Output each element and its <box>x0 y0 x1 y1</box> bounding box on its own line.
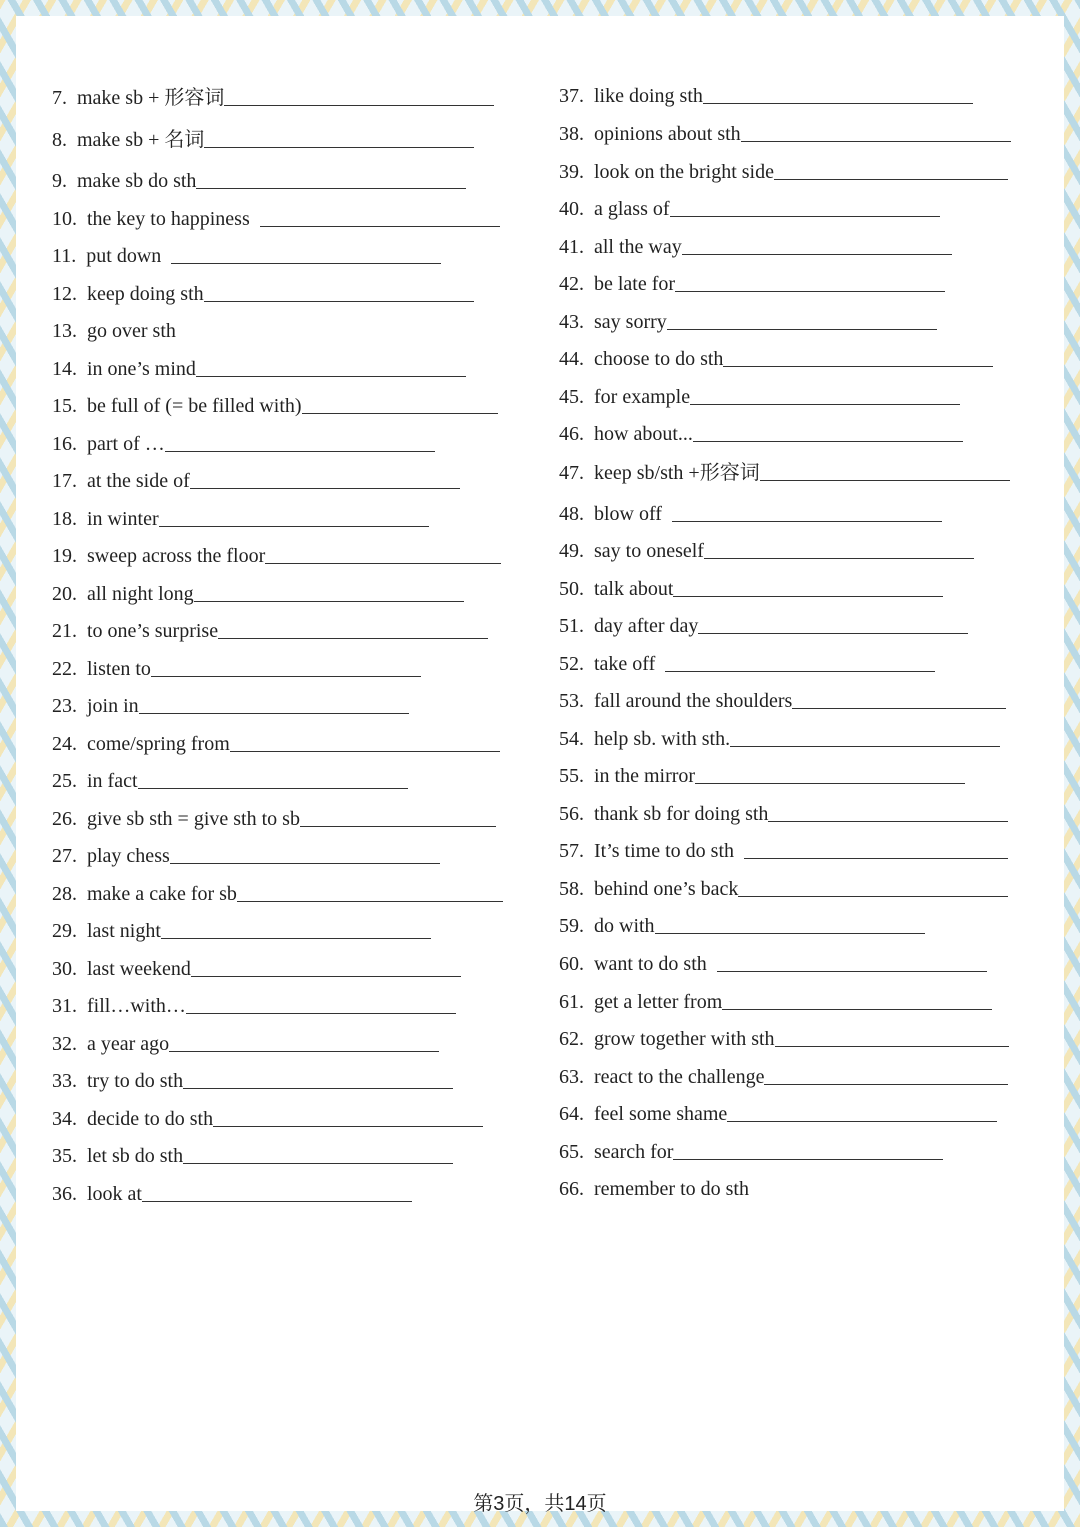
phrase-item <box>559 571 1029 601</box>
item-number: 57. <box>559 840 584 862</box>
answer-blank[interactable] <box>774 179 1008 180</box>
phrase-text: grow together with sth <box>594 1028 775 1050</box>
phrase-text: choose to do sth <box>594 348 724 370</box>
answer-blank[interactable] <box>670 216 940 217</box>
phrase-text: come/spring from <box>87 733 230 755</box>
answer-blank[interactable] <box>682 254 952 255</box>
phrase-text: to one’s surprise <box>87 620 219 642</box>
phrase-text: decide to do sth <box>87 1108 214 1130</box>
phrase-text: for example <box>594 386 691 408</box>
item-number: 13. <box>52 320 77 342</box>
phrase-text: remember to do sth <box>594 1178 749 1200</box>
phrase-text: make sb + 名词 <box>77 129 205 151</box>
item-number: 62. <box>559 1028 584 1050</box>
phrase-item <box>559 379 1029 409</box>
answer-blank[interactable] <box>764 1084 1008 1085</box>
phrase-text: keep doing sth <box>87 283 204 305</box>
phrase-text: do with <box>594 915 655 937</box>
answer-blank[interactable] <box>775 1046 1009 1047</box>
answer-blank[interactable] <box>727 1121 997 1122</box>
item-number: 47. <box>559 462 584 484</box>
phrase-item <box>559 533 1029 563</box>
phrase-text: look on the bright side <box>594 161 774 183</box>
item-number: 20. <box>52 583 77 605</box>
phrase-text: last night <box>87 920 161 942</box>
phrase-text: play chess <box>87 845 170 867</box>
phrase-item <box>52 613 522 643</box>
answer-blank[interactable] <box>151 676 421 677</box>
phrase-item <box>559 78 1029 108</box>
phrase-text: opinions about sth <box>594 123 741 145</box>
phrase-item <box>559 946 1029 976</box>
answer-blank[interactable] <box>183 1163 453 1164</box>
item-number: 55. <box>559 765 584 787</box>
phrase-text: thank sb for doing sth <box>594 803 769 825</box>
answer-blank[interactable] <box>230 751 500 752</box>
answer-blank[interactable] <box>744 858 1008 859</box>
phrase-item <box>559 229 1029 259</box>
item-number: 35. <box>52 1145 77 1167</box>
item-number: 37. <box>559 85 584 107</box>
answer-blank[interactable] <box>675 291 945 292</box>
answer-blank[interactable] <box>667 329 937 330</box>
phrase-text: fall around the shoulders <box>594 690 793 712</box>
item-number: 9. <box>52 170 67 192</box>
answer-blank[interactable] <box>139 713 409 714</box>
answer-blank[interactable] <box>693 441 963 442</box>
phrase-text: keep sb/sth +形容词 <box>594 462 760 484</box>
answer-blank[interactable] <box>690 404 960 405</box>
item-number: 65. <box>559 1141 584 1163</box>
answer-blank[interactable] <box>142 1201 412 1202</box>
phrase-text: a glass of <box>594 198 670 220</box>
answer-blank[interactable] <box>703 103 973 104</box>
item-number: 60. <box>559 953 584 975</box>
phrase-item <box>559 1171 1029 1201</box>
answer-blank[interactable] <box>760 480 1010 481</box>
answer-blank[interactable] <box>695 783 965 784</box>
phrase-item <box>559 796 1029 826</box>
phrase-item <box>559 116 1029 146</box>
item-number: 15. <box>52 395 77 417</box>
answer-blank[interactable] <box>717 971 987 972</box>
phrase-text: put down <box>86 245 162 267</box>
phrase-item <box>559 908 1029 938</box>
phrase-text: It’s time to do sth <box>594 840 734 862</box>
item-number: 24. <box>52 733 77 755</box>
phrase-item <box>559 1059 1029 1089</box>
phrase-text: in the mirror <box>594 765 696 787</box>
answer-blank[interactable] <box>673 596 943 597</box>
item-number: 17. <box>52 470 77 492</box>
item-number: 26. <box>52 808 77 830</box>
phrase-item <box>52 876 522 906</box>
answer-blank[interactable] <box>194 601 464 602</box>
phrase-text: give sb sth = give sth to sb <box>87 808 300 830</box>
answer-blank[interactable] <box>655 933 925 934</box>
phrase-item <box>559 455 1029 485</box>
phrase-text: blow off <box>594 503 662 525</box>
phrase-text: all the way <box>594 236 682 258</box>
item-number: 50. <box>559 578 584 600</box>
answer-blank[interactable] <box>165 451 435 452</box>
item-number: 61. <box>559 991 584 1013</box>
item-number: 59. <box>559 915 584 937</box>
answer-blank[interactable] <box>768 821 1008 822</box>
phrase-item <box>559 1021 1029 1051</box>
answer-blank[interactable] <box>741 141 1011 142</box>
answer-blank[interactable] <box>161 938 431 939</box>
phrase-text: search for <box>594 1141 674 1163</box>
phrase-text: the key to happiness <box>87 208 250 230</box>
phrase-item <box>559 721 1029 751</box>
phrase-item <box>52 351 522 381</box>
phrase-text: say to oneself <box>594 540 704 562</box>
item-number: 14. <box>52 358 77 380</box>
item-number: 29. <box>52 920 77 942</box>
phrase-item <box>52 651 522 681</box>
item-number: 44. <box>559 348 584 370</box>
item-number: 19. <box>52 545 77 567</box>
phrase-item <box>52 1101 522 1131</box>
phrase-text: all night long <box>87 583 194 605</box>
item-number: 48. <box>559 503 584 525</box>
phrase-text: make sb + 形容词 <box>77 87 225 109</box>
phrase-item <box>559 833 1029 863</box>
phrase-item <box>52 988 522 1018</box>
item-number: 33. <box>52 1070 77 1092</box>
phrase-text: in winter <box>87 508 159 530</box>
answer-blank[interactable] <box>218 638 488 639</box>
phrase-item <box>52 1138 522 1168</box>
phrase-text: how about... <box>594 423 693 445</box>
phrase-item <box>52 538 522 568</box>
item-number: 8. <box>52 129 67 151</box>
answer-blank[interactable] <box>204 301 474 302</box>
item-number: 64. <box>559 1103 584 1125</box>
phrase-text: get a letter from <box>594 991 723 1013</box>
phrase-item <box>559 154 1029 184</box>
page-number: 第3页，共14页 <box>473 1493 607 1515</box>
phrase-item <box>52 838 522 868</box>
phrase-text: help sb. with sth. <box>594 728 731 750</box>
phrase-item <box>559 871 1029 901</box>
item-number: 18. <box>52 508 77 530</box>
phrase-text: make sb do sth <box>77 170 197 192</box>
item-number: 54. <box>559 728 584 750</box>
item-number: 22. <box>52 658 77 680</box>
phrase-text: join in <box>87 695 139 717</box>
phrase-text: let sb do sth <box>87 1145 184 1167</box>
answer-blank[interactable] <box>213 1126 483 1127</box>
phrase-item <box>52 388 522 418</box>
item-number: 27. <box>52 845 77 867</box>
item-number: 51. <box>559 615 584 637</box>
answer-blank[interactable] <box>704 558 974 559</box>
phrase-text: sweep across the floor <box>87 545 266 567</box>
item-number: 66. <box>559 1178 584 1200</box>
phrase-text: fill…with… <box>87 995 186 1017</box>
phrase-item <box>559 608 1029 638</box>
answer-blank[interactable] <box>698 633 968 634</box>
phrase-text: at the side of <box>87 470 190 492</box>
answer-blank[interactable] <box>159 526 429 527</box>
answer-blank[interactable] <box>300 826 496 827</box>
phrase-item <box>559 304 1029 334</box>
answer-blank[interactable] <box>665 671 935 672</box>
phrase-text: look at <box>87 1183 142 1205</box>
item-number: 40. <box>559 198 584 220</box>
item-number: 7. <box>52 87 67 109</box>
answer-blank[interactable] <box>169 1051 439 1052</box>
phrase-text: behind one’s back <box>594 878 739 900</box>
item-number: 58. <box>559 878 584 900</box>
phrase-item <box>52 463 522 493</box>
answer-blank[interactable] <box>204 147 474 148</box>
item-number: 12. <box>52 283 77 305</box>
phrase-text: like doing sth <box>594 85 703 107</box>
item-number: 21. <box>52 620 77 642</box>
answer-blank[interactable] <box>738 896 1008 897</box>
item-number: 10. <box>52 208 77 230</box>
item-number: 53. <box>559 690 584 712</box>
answer-blank[interactable] <box>237 901 503 902</box>
phrase-item <box>52 1026 522 1056</box>
answer-blank[interactable] <box>224 105 494 106</box>
phrase-item <box>559 1134 1029 1164</box>
phrase-item <box>559 683 1029 713</box>
phrase-text: last weekend <box>87 958 191 980</box>
item-number: 16. <box>52 433 77 455</box>
phrase-text: feel some shame <box>594 1103 728 1125</box>
answer-blank[interactable] <box>183 1088 453 1089</box>
phrase-item <box>559 646 1029 676</box>
phrase-text: part of … <box>87 433 165 455</box>
phrase-item <box>52 276 522 306</box>
phrase-item <box>52 726 522 756</box>
phrase-text: day after day <box>594 615 699 637</box>
phrase-item <box>52 763 522 793</box>
item-number: 38. <box>559 123 584 145</box>
answer-blank[interactable] <box>730 746 1000 747</box>
phrase-item <box>559 984 1029 1014</box>
item-number: 36. <box>52 1183 77 1205</box>
phrase-text: make a cake for sb <box>87 883 237 905</box>
answer-blank[interactable] <box>138 788 408 789</box>
phrase-item <box>559 191 1029 221</box>
answer-blank[interactable] <box>673 1159 943 1160</box>
phrase-item <box>559 341 1029 371</box>
answer-blank[interactable] <box>186 1013 456 1014</box>
phrase-text: talk about <box>594 578 674 600</box>
phrase-text: take off <box>594 653 656 675</box>
answer-blank[interactable] <box>792 708 1006 709</box>
phrase-item <box>559 416 1029 446</box>
item-number: 30. <box>52 958 77 980</box>
phrase-item <box>52 913 522 943</box>
phrase-text: go over sth <box>87 320 176 342</box>
phrase-item <box>52 688 522 718</box>
item-number: 45. <box>559 386 584 408</box>
phrase-item <box>52 80 522 110</box>
phrase-item <box>52 951 522 981</box>
phrase-text: say sorry <box>594 311 667 333</box>
phrase-item <box>52 163 522 193</box>
item-number: 28. <box>52 883 77 905</box>
item-number: 49. <box>559 540 584 562</box>
item-number: 46. <box>559 423 584 445</box>
phrase-item <box>559 496 1029 526</box>
answer-blank[interactable] <box>302 413 498 414</box>
phrase-item <box>52 1063 522 1093</box>
item-number: 25. <box>52 770 77 792</box>
answer-blank[interactable] <box>723 366 993 367</box>
phrase-text: try to do sth <box>87 1070 184 1092</box>
phrase-text: want to do sth <box>594 953 707 975</box>
item-number: 42. <box>559 273 584 295</box>
phrase-item <box>52 801 522 831</box>
phrase-item <box>559 266 1029 296</box>
item-number: 32. <box>52 1033 77 1055</box>
item-number: 52. <box>559 653 584 675</box>
answer-blank[interactable] <box>196 376 466 377</box>
phrase-item <box>52 426 522 456</box>
item-number: 11. <box>52 245 77 267</box>
answer-blank[interactable] <box>190 488 460 489</box>
answer-blank[interactable] <box>722 1009 992 1010</box>
phrase-item <box>52 501 522 531</box>
phrase-text: a year ago <box>87 1033 170 1055</box>
answer-blank[interactable] <box>191 976 461 977</box>
item-number: 23. <box>52 695 77 717</box>
phrase-item <box>52 576 522 606</box>
item-number: 34. <box>52 1108 77 1130</box>
answer-blank[interactable] <box>171 263 441 264</box>
item-number: 41. <box>559 236 584 258</box>
item-number: 31. <box>52 995 77 1017</box>
item-number: 63. <box>559 1066 584 1088</box>
item-number: 43. <box>559 311 584 333</box>
phrase-text: in one’s mind <box>87 358 196 380</box>
phrase-item <box>52 238 522 268</box>
answer-blank[interactable] <box>260 226 500 227</box>
phrase-item <box>559 1096 1029 1126</box>
item-number: 39. <box>559 161 584 183</box>
answer-blank[interactable] <box>196 188 466 189</box>
phrase-text: react to the challenge <box>594 1066 765 1088</box>
answer-blank[interactable] <box>265 563 501 564</box>
item-number: 56. <box>559 803 584 825</box>
phrase-text: be late for <box>594 273 676 295</box>
phrase-text: be full of (= be filled with) <box>87 395 302 417</box>
answer-blank[interactable] <box>672 521 942 522</box>
phrase-item <box>52 1176 522 1206</box>
phrase-text: listen to <box>87 658 151 680</box>
phrase-item <box>52 201 522 231</box>
phrase-item <box>559 758 1029 788</box>
phrase-text: in fact <box>87 770 138 792</box>
phrase-item <box>52 313 522 343</box>
answer-blank[interactable] <box>170 863 440 864</box>
phrase-item <box>52 122 522 152</box>
